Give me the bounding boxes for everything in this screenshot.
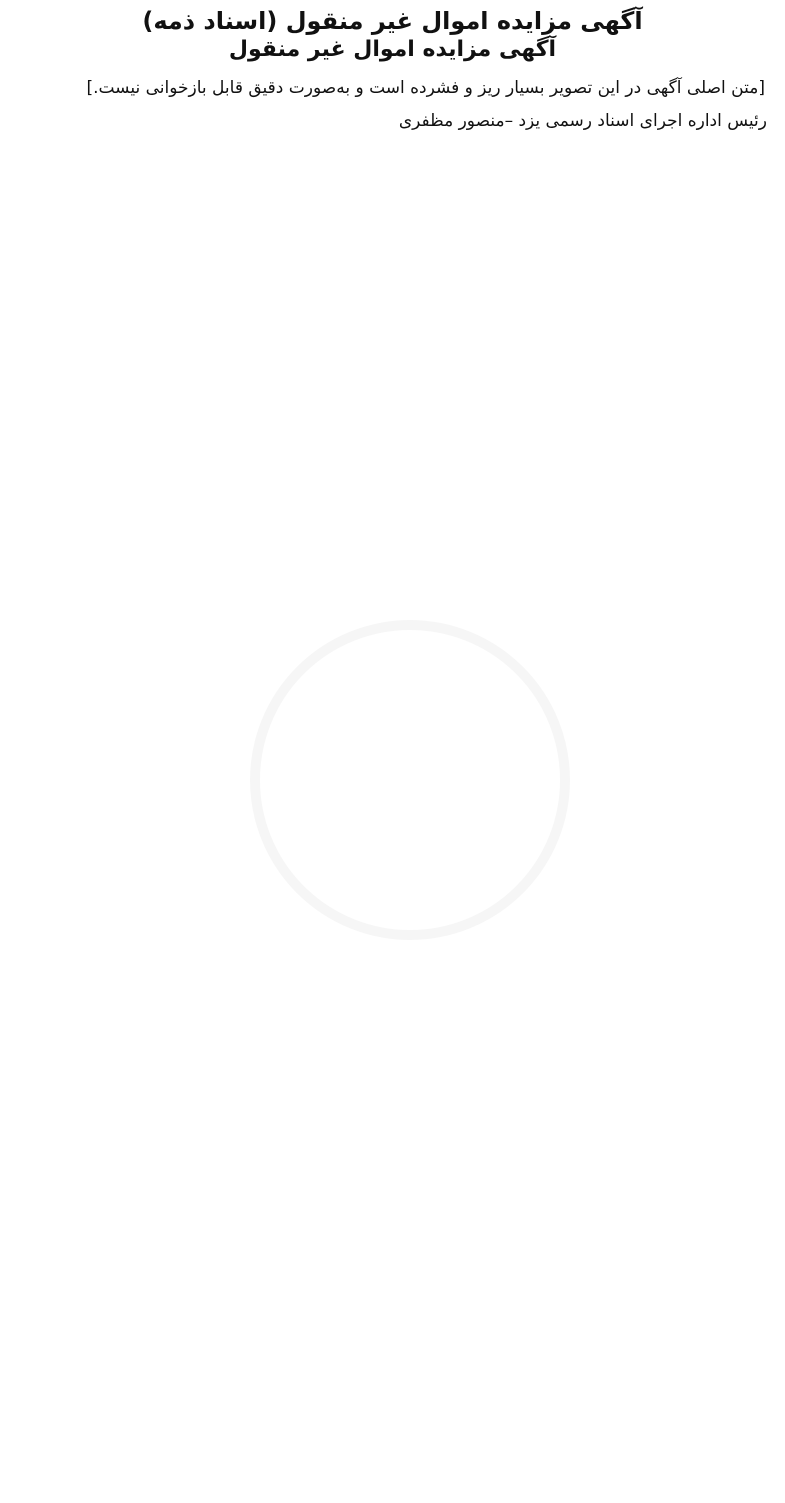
watermark-seal xyxy=(250,620,570,940)
signature-line: رئیس اداره اجرای اسناد رسمی یزد –منصور مظفری xyxy=(398,110,767,131)
notice-subtitle: آگهی مزایده اموال غیر منقول xyxy=(228,37,557,62)
notice-header xyxy=(18,6,767,64)
notice-title: آگهی مزایده اموال غیر منقول (اسناد ذمه) xyxy=(142,7,643,35)
notice-body: [متن اصلی آگهی در این تصویر بسیار ریز و فشرده است و به‌صورت دقیق قابل بازخوانی نیست.] xyxy=(86,77,765,98)
